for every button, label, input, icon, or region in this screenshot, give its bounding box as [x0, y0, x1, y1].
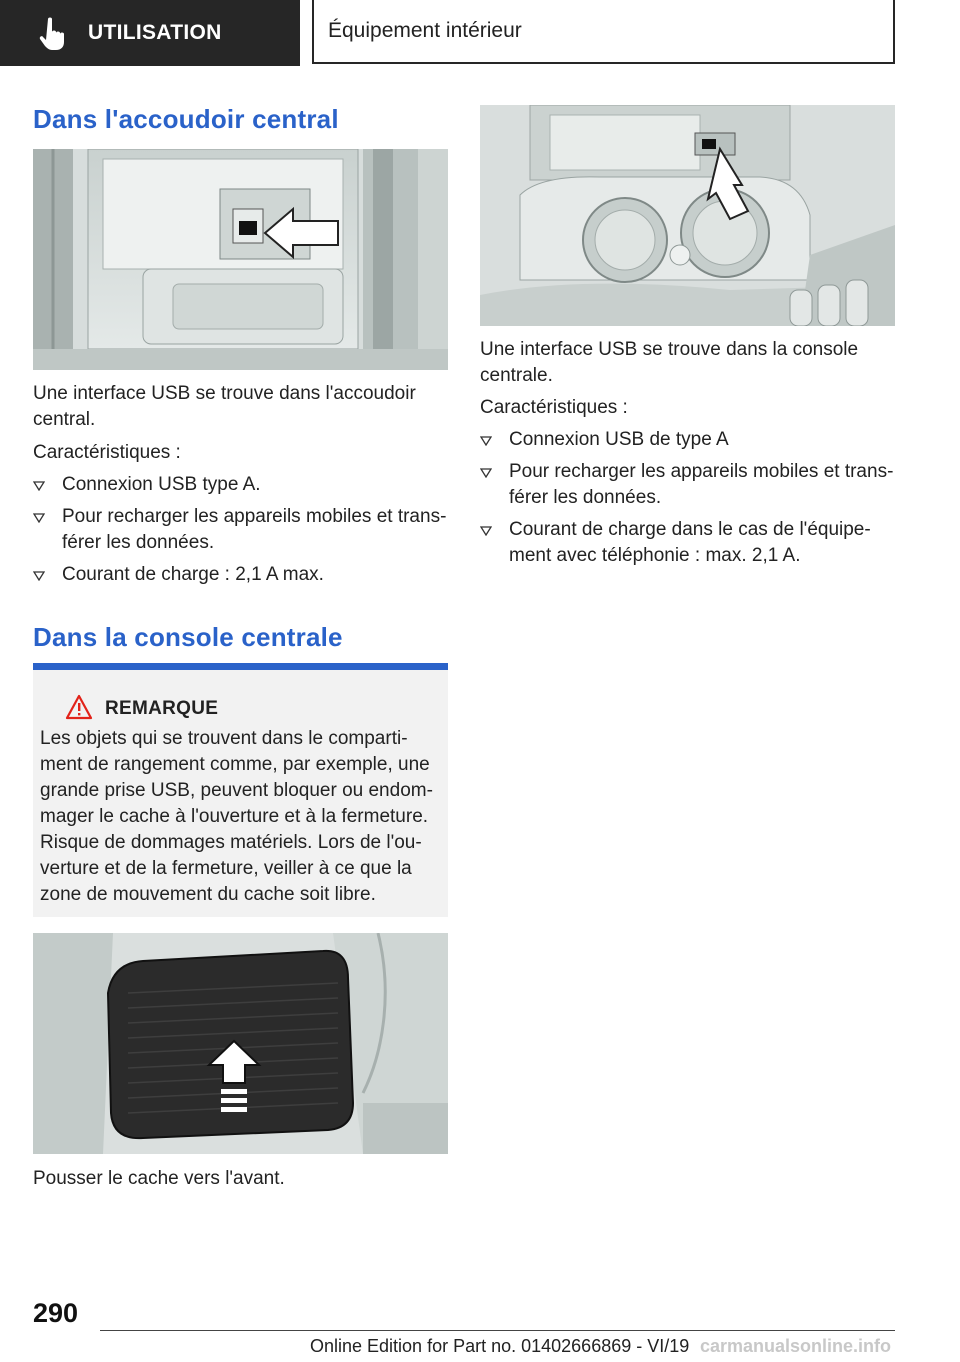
list-item — [480, 459, 895, 511]
triangle-bullet-icon — [33, 571, 45, 581]
console-cover-figure — [33, 933, 448, 1154]
armrest-features-label: Caractéristiques : — [33, 442, 181, 463]
list-item-text: Connexion USB type A. — [62, 474, 261, 495]
header-section-tab — [0, 0, 300, 66]
armrest-usb-figure — [33, 149, 448, 370]
list-item — [480, 427, 895, 453]
console-features-label: Caractéristiques : — [480, 397, 628, 418]
console-description: Une interface USB se trouve dans la console centrale. — [480, 339, 859, 386]
cover-caption: Pousser le cache vers l'avant. — [33, 1168, 285, 1189]
heading-center-console: Dans la console centrale — [33, 622, 343, 652]
list-item — [33, 504, 448, 556]
list-item-text: Pour recharger les appareils mobiles et trans‐férer les données. — [62, 506, 447, 553]
list-item-text: Pour recharger les appareils mobiles et trans‐férer les données. — [509, 461, 894, 508]
triangle-bullet-icon — [480, 436, 492, 446]
armrest-description: Une interface USB se trouve dans l'accoudoir central. — [33, 383, 416, 430]
footer-edition: Online Edition for Part no. 01402666869 - VI/19 — [310, 1336, 690, 1356]
list-item-text: Courant de charge dans le cas de l'équipe‐ment avec téléphonie : max. 2,1 A. — [509, 519, 871, 566]
list-item — [33, 472, 448, 498]
armrest-features-list — [33, 472, 448, 594]
triangle-bullet-icon — [480, 468, 492, 478]
console-features-list — [480, 427, 895, 575]
triangle-bullet-icon — [33, 481, 45, 491]
footer-divider — [100, 1330, 895, 1331]
page-number: 290 — [33, 1298, 79, 1328]
header-chapter — [312, 0, 895, 64]
list-item-text: Courant de charge : 2,1 A max. — [62, 564, 324, 585]
warning-box — [33, 663, 448, 917]
center-console-usb-figure — [480, 105, 895, 326]
list-item-text: Connexion USB de type A — [509, 429, 729, 450]
warning-title: REMARQUE — [105, 698, 219, 719]
warning-text: Les objets qui se trouvent dans le comparti‐ment de rangement comme, par exemple, une grande prise USB, peuvent bloquer ou endom‐mager le cache à l'ouverture et à la fermeture. Risque de dommages matériels. Lors de l'ou‐verture et de la fermeture, veiller à ce que la zone de mouvement du cache soit libre. — [40, 728, 433, 905]
triangle-bullet-icon — [480, 526, 492, 536]
list-item — [33, 562, 448, 588]
triangle-bullet-icon — [33, 513, 45, 523]
warning-triangle-icon — [65, 694, 93, 720]
heading-armrest: Dans l'accoudoir central — [33, 104, 339, 134]
watermark: carmanualsonline.info — [700, 1336, 892, 1356]
list-item — [480, 517, 895, 569]
header-section-title: UTILISATION — [88, 21, 222, 44]
hand-pointer-icon — [34, 13, 74, 53]
header-chapter-title: Équipement intérieur — [328, 19, 522, 42]
